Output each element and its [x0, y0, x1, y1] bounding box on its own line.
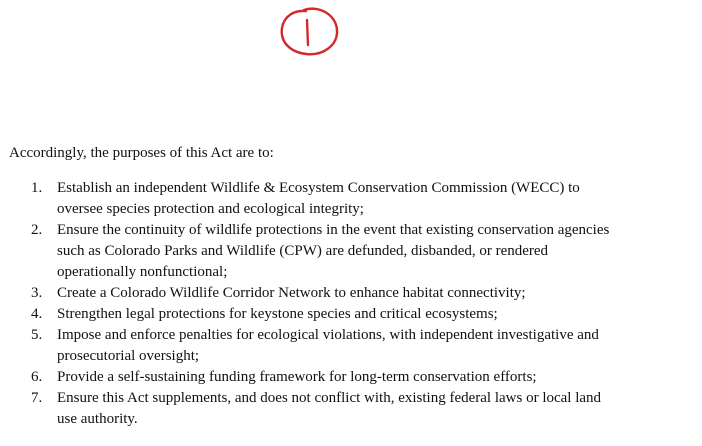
purpose-number: 3.: [31, 285, 43, 301]
purpose-number: 4.: [31, 306, 43, 322]
purpose-text: Strengthen legal protections for keystone species and critical ecosystems;: [57, 306, 498, 322]
purpose-number: 7.: [31, 390, 43, 406]
purpose-item-1: [0, 178, 617, 220]
purpose-item-4: [0, 304, 617, 325]
purpose-item-2: [0, 220, 617, 283]
purpose-text: Create a Colorado Wildlife Corridor Network to enhance habitat connectivity;: [57, 285, 526, 301]
purpose-item-5: [0, 325, 617, 367]
purpose-text: Ensure the continuity of wildlife protections in the event that existing conservation agencies such as Colorado Parks and Wildlife (CPW) are defunded, disbanded, or rendered operationally nonfunctional;: [57, 222, 610, 280]
purpose-number: 2.: [31, 222, 43, 238]
purpose-item-6: [0, 367, 617, 388]
purpose-text: Ensure this Act supplements, and does not conflict with, existing federal laws or local land use authority.: [57, 390, 602, 427]
purpose-number: 6.: [31, 369, 43, 385]
purpose-number: 5.: [31, 327, 43, 343]
purpose-item-3: [0, 283, 617, 304]
purposes-list: [0, 178, 702, 430]
purpose-text: Impose and enforce penalties for ecological violations, with independent investigative and prosecutorial oversight;: [57, 327, 599, 364]
purposes-intro: Accordingly, the purposes of this Act are to:: [9, 145, 274, 161]
purpose-text: Establish an independent Wildlife & Ecosystem Conservation Commission (WECC) to oversee species protection and ecological integrity;: [57, 180, 580, 217]
handwritten-circled-number-annotation: [274, 2, 342, 58]
purpose-text: Provide a self-sustaining funding framework for long-term conservation efforts;: [57, 369, 537, 385]
purpose-item-7: [0, 388, 617, 430]
purpose-number: 1.: [31, 180, 43, 196]
